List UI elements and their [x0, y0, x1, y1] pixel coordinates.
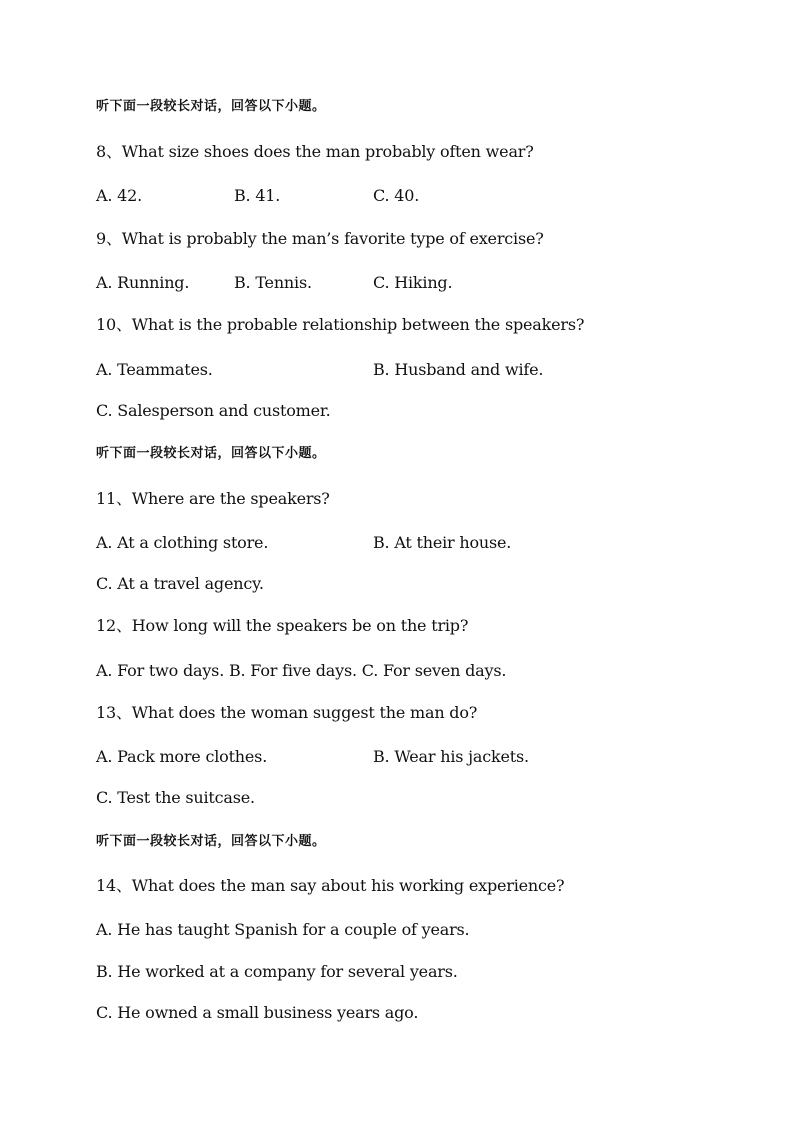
question-9: 9、What is probably the man’s favorite type of exercise? [96, 229, 544, 248]
option-13a: A. Pack more clothes. [96, 747, 268, 766]
question-8: 8、What size shoes does the man probably often wear? [96, 142, 534, 161]
option-13b: B. Wear his jackets. [373, 747, 529, 766]
option-11b: B. At their house. [373, 533, 512, 552]
question-13: 13、What does the woman suggest the man do? [96, 703, 478, 722]
question-14: 14、What does the man say about his working experience? [96, 876, 565, 895]
options-row-12: A. For two days. B. For five days. C. For seven days. [96, 661, 507, 680]
option-11c: C. At a travel agency. [96, 574, 264, 593]
section-heading: 听下面一段较长对话，回答以下小题。 [96, 99, 326, 114]
option-9c: C. Hiking. [373, 273, 453, 292]
question-12: 12、How long will the speakers be on the trip? [96, 616, 469, 635]
option-8a: A. 42. [96, 186, 142, 205]
option-9b: B. Tennis. [234, 273, 312, 292]
option-8c: C. 40. [373, 186, 420, 205]
option-14b: B. He worked at a company for several years. [96, 962, 458, 981]
question-10: 10、What is the probable relationship between the speakers? [96, 315, 585, 334]
question-11: 11、Where are the speakers? [96, 489, 330, 508]
option-9a: A. Running. [96, 273, 190, 292]
option-14c: C. He owned a small business years ago. [96, 1003, 419, 1022]
option-8b: B. 41. [234, 186, 281, 205]
section-heading: 听下面一段较长对话，回答以下小题。 [96, 446, 326, 461]
option-14a: A. He has taught Spanish for a couple of years. [96, 920, 470, 939]
section-heading: 听下面一段较长对话，回答以下小题。 [96, 834, 326, 849]
option-10b: B. Husband and wife. [373, 360, 544, 379]
option-10c: C. Salesperson and customer. [96, 401, 331, 420]
option-10a: A. Teammates. [96, 360, 213, 379]
option-13c: C. Test the suitcase. [96, 788, 255, 807]
option-11a: A. At a clothing store. [96, 533, 269, 552]
